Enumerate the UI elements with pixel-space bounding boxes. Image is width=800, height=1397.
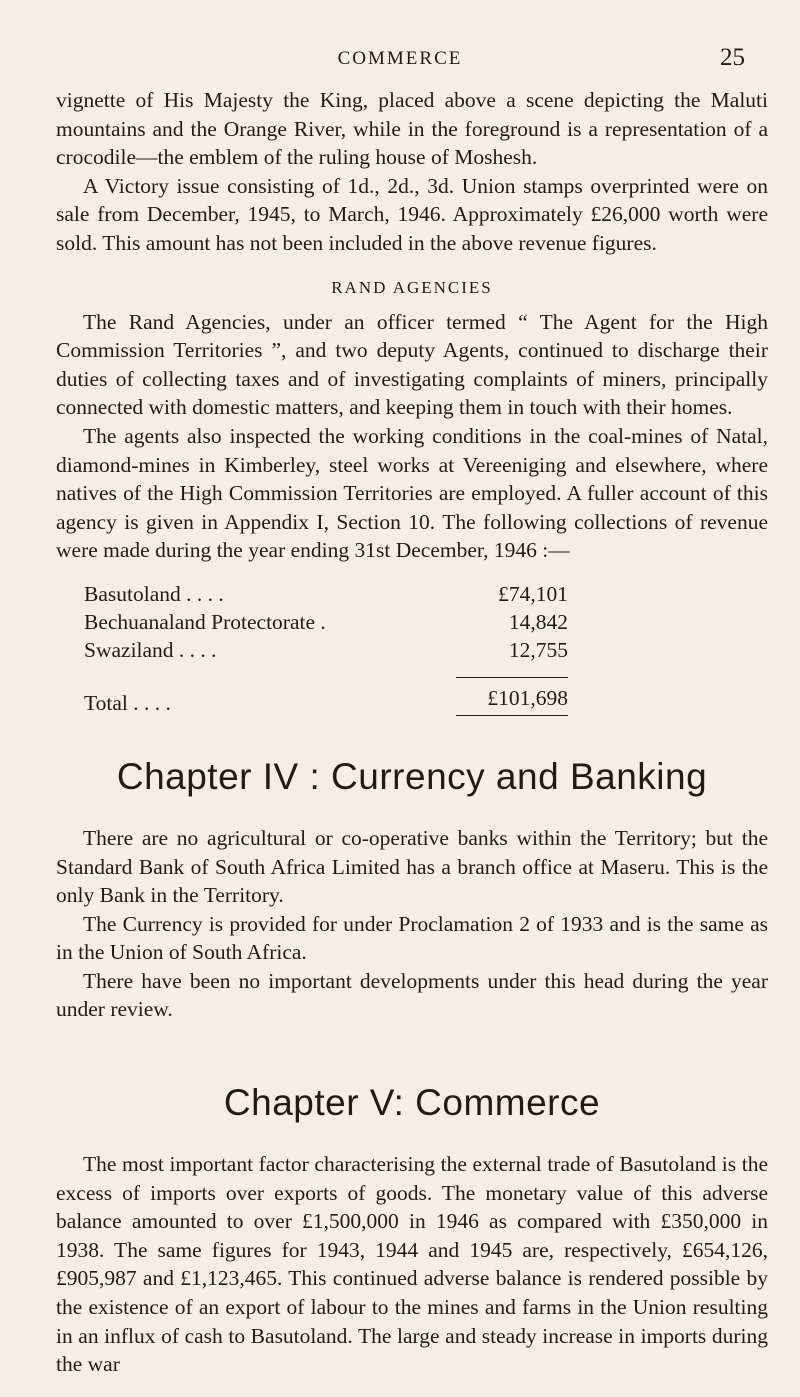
- paragraph-rand-agencies-duties: The Rand Agencies, under an officer termed “ The Agent for the High Commission Territories ”, and two deputy Agents, continued to discharge their duties of collecting taxes and of investigating complaints of miners, principally connected with domestic matters, and keeping them in touch with their homes.: [56, 309, 768, 420]
- revenue-amount: [440, 607, 568, 635]
- paragraph-commerce: The most important factor characterising the external trade of Basutoland is the excess of imports over exports of goods. The monetary value of this adverse balance amounted to over £1,500,000 in 1946 as compared with £350,000 in 1938. The same figures for 1943, 1944 and 1945 are, respectively, £654,126, £905,987 and £1,123,465. This continued adverse balance is rendered possible by the existence of an export of labour to the mines and farms in the Union resulting in an influx of cash to Basutoland. The large and steady increase in imports during the war: [56, 1152, 768, 1377]
- revenue-place: Basutoland . . . .: [84, 581, 224, 606]
- paragraph-developments: There have been no important developments under this head during the year under review.: [56, 968, 768, 1022]
- revenue-amount: [440, 579, 568, 607]
- table-row: [84, 579, 568, 607]
- paragraph-stamps-vignette: vignette of His Majesty the King, placed above a scene depicting the Maluti mountains and the Orange River, while in the foreground is a representation of a crocodile—the emblem of the ruling house of Moshesh.: [56, 88, 768, 170]
- running-head: [0, 44, 800, 78]
- page-number: 25: [720, 44, 745, 71]
- revenue-place: Bechuanaland Protectorate .: [84, 609, 326, 634]
- section-heading-rand-agencies: RAND AGENCIES: [331, 277, 493, 297]
- revenue-amount: [440, 635, 568, 663]
- table-row: [84, 607, 568, 635]
- paragraph-victory-issue: A Victory issue consisting of 1d., 2d., 3d. Union stamps overprinted were on sale from December, 1945, to March, 1946. Approximately £26,000 worth were sold. This amount has not been included in the above revenue figures.: [56, 173, 768, 255]
- revenue-amount-value: 14,842: [508, 609, 568, 634]
- revenue-place: Swaziland . . . .: [84, 637, 217, 662]
- table-row: [84, 635, 568, 663]
- body-text: [56, 86, 768, 1379]
- chapter-iv-title: Chapter IV : Currency and Banking: [116, 755, 708, 797]
- paragraph-currency: The Currency is provided for under Proclamation 2 of 1933 and is the same as in the Union of South Africa.: [56, 911, 768, 965]
- revenue-amount-value: 12,755: [508, 637, 568, 662]
- revenue-total-amount: [440, 677, 568, 716]
- running-title: COMMERCE: [337, 48, 463, 69]
- paragraph-rand-agencies-inspection: The agents also inspected the working conditions in the coal-mines of Natal, diamond-mines in Kimberley, steel works at Vereeniging and elsewhere, where natives of the High Commission Territories are employed. A fuller account of this agency is given in Appendix I, Section 10. The following collections of revenue were made during the year ending 31st December, 1946 :—: [56, 423, 768, 563]
- table-row-total: [84, 677, 568, 716]
- paragraph-banks: There are no agricultural or co-operative banks within the Territory; but the Standard Bank of South Africa Limited has a branch office at Maseru. This is the only Bank in the Territory.: [56, 825, 768, 908]
- chapter-v-title: Chapter V: Commerce: [223, 1082, 601, 1124]
- revenue-table: [84, 579, 568, 716]
- revenue-total-value: £101,698: [456, 677, 568, 716]
- revenue-amount-value: £74,101: [498, 581, 568, 606]
- revenue-total-label: Total . . . .: [84, 690, 171, 715]
